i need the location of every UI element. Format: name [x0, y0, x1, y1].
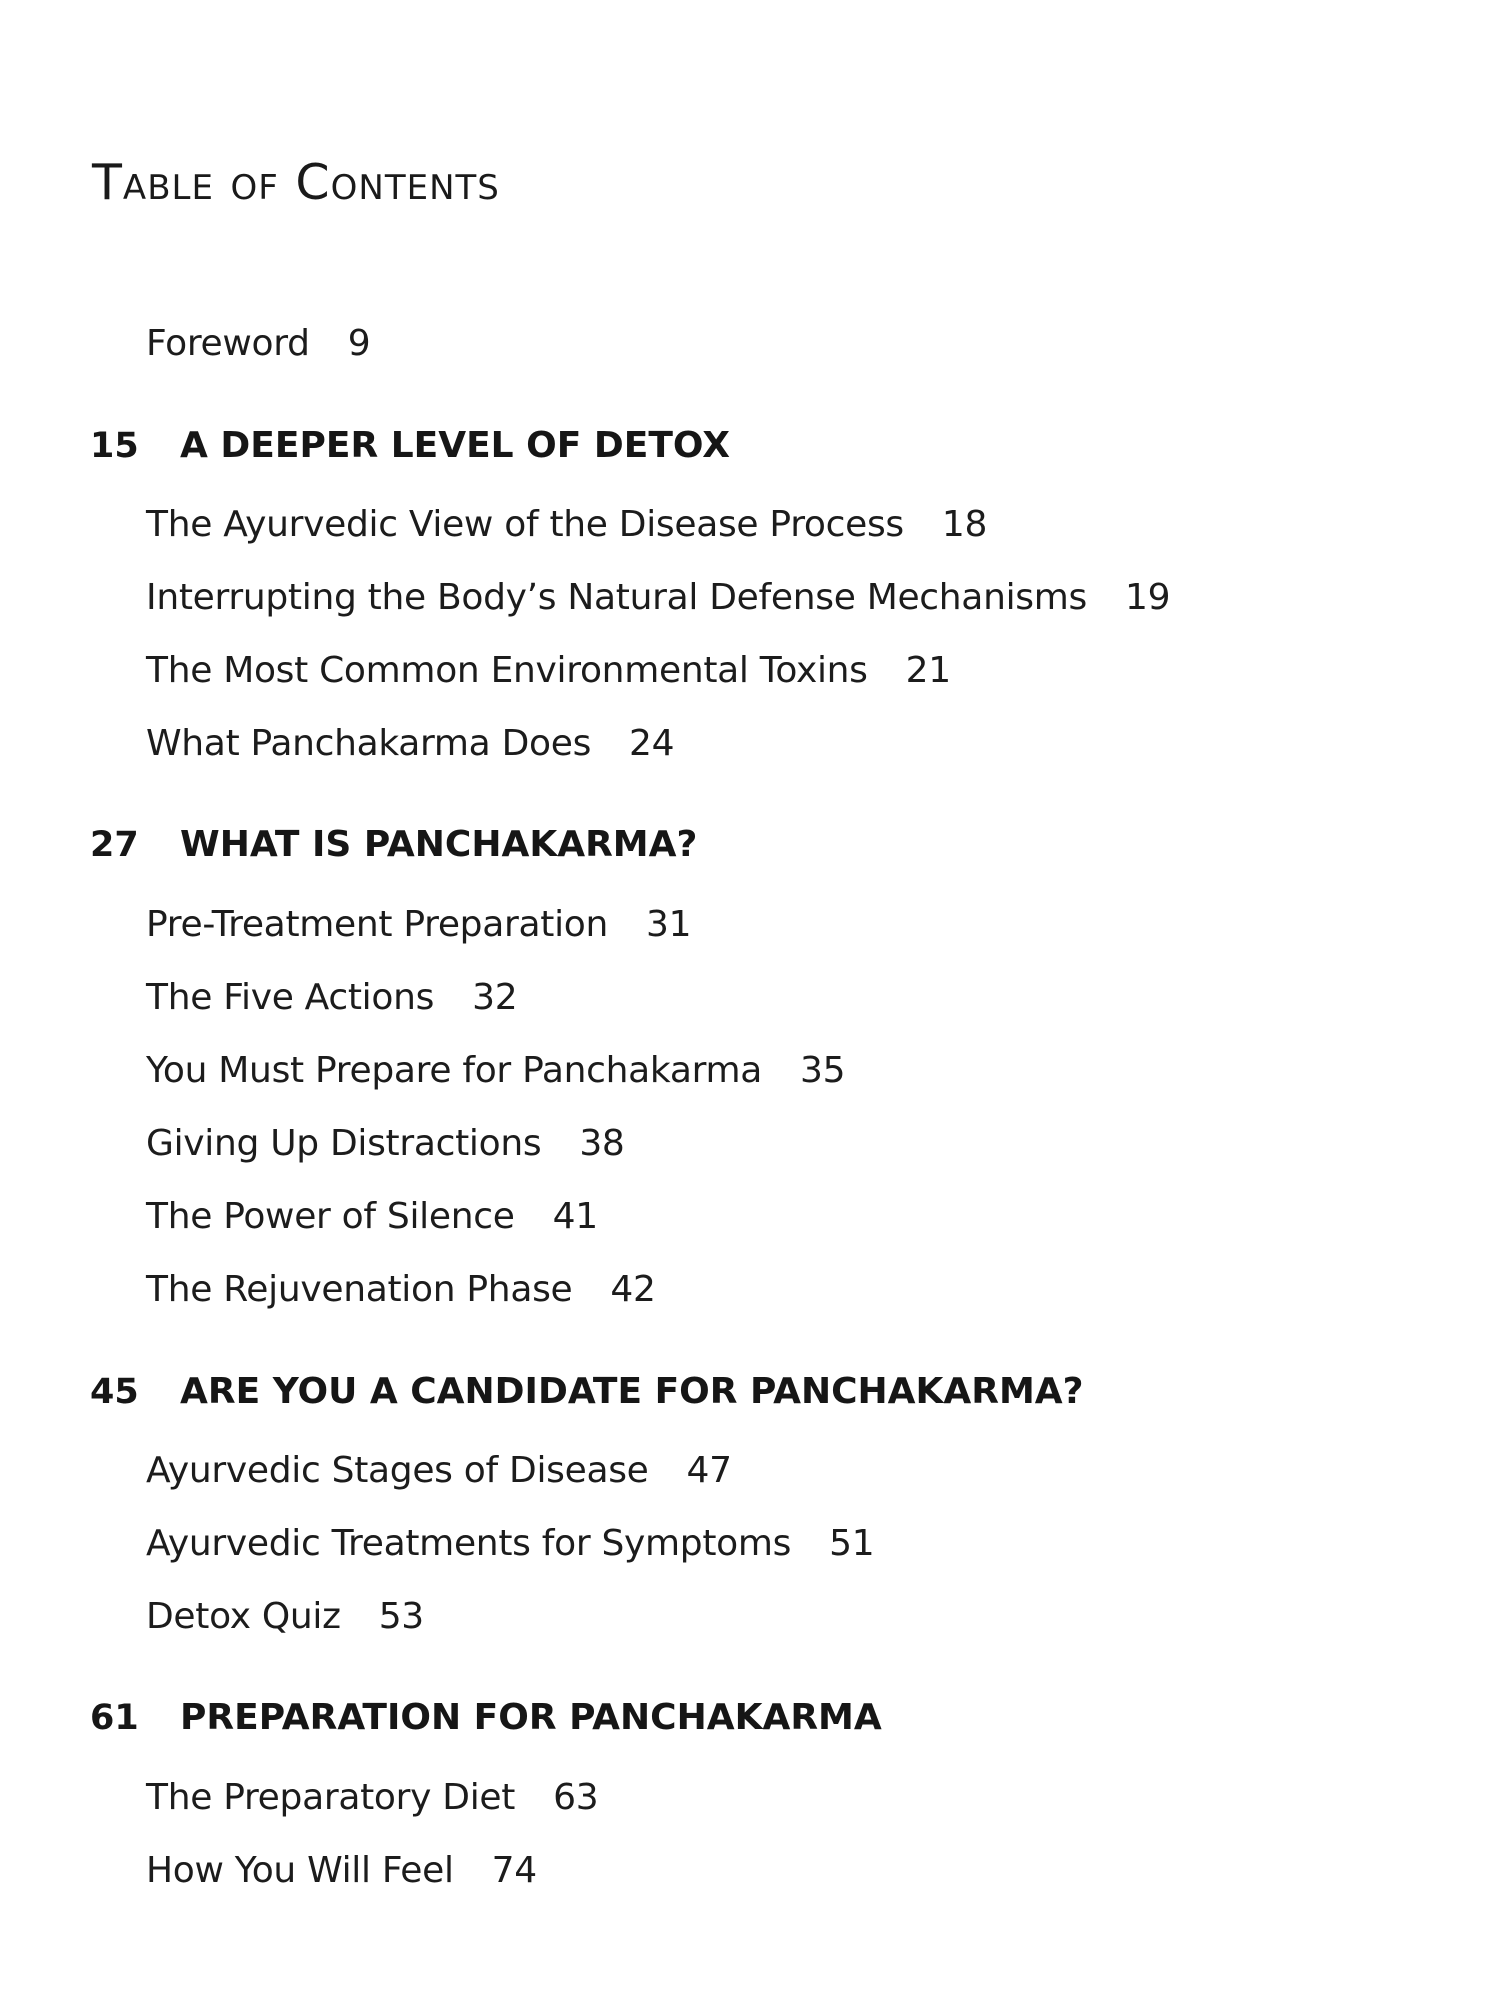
- toc-entry-page: 32: [472, 977, 518, 1018]
- toc-entry-label: The Power of Silence: [146, 1196, 515, 1237]
- toc-entry-label: The Five Actions: [146, 977, 435, 1018]
- toc-entry-label: The Rejuvenation Phase: [146, 1269, 573, 1310]
- toc-entry-label: You Must Prepare for Panchakarma: [146, 1050, 762, 1091]
- toc-entry-page: 63: [553, 1777, 599, 1818]
- toc-entry-label: Ayurvedic Stages of Disease: [146, 1450, 649, 1491]
- toc-entry: [146, 1596, 424, 1637]
- chapter-title: ARE YOU A CANDIDATE FOR PANCHAKARMA?: [180, 1371, 1084, 1412]
- toc-entry-label: The Preparatory Diet: [146, 1777, 516, 1818]
- toc-entry-page: 41: [552, 1196, 598, 1237]
- toc-entry-label: Detox Quiz: [146, 1596, 341, 1637]
- toc-entry-page: 42: [610, 1269, 656, 1310]
- toc-entry-page: 47: [686, 1450, 732, 1491]
- chapter-page-number: 61: [90, 1698, 139, 1738]
- toc-entry-label: The Ayurvedic View of the Disease Process: [146, 504, 904, 545]
- toc-entry-label: Giving Up Distractions: [146, 1123, 542, 1164]
- toc-chapter-heading: [90, 824, 698, 865]
- toc-entry-label: Foreword: [146, 323, 310, 364]
- toc-entry: [146, 1777, 599, 1818]
- chapter-title: A DEEPER LEVEL OF DETOX: [180, 425, 730, 466]
- toc-entry-page: 19: [1124, 577, 1171, 618]
- toc-entry-page: 18: [941, 504, 988, 545]
- toc-entry-label: Pre-Treatment Preparation: [146, 904, 609, 945]
- toc-chapter-heading: [90, 1371, 1084, 1412]
- toc-entry-page: 35: [800, 1050, 846, 1091]
- toc-entry-page: 38: [579, 1123, 625, 1164]
- chapter-page-number: 27: [90, 825, 139, 865]
- toc-entry: [146, 1850, 537, 1891]
- toc-entry: [146, 1523, 875, 1564]
- chapter-title: PREPARATION FOR PANCHAKARMA: [180, 1697, 882, 1738]
- toc-entry-label: What Panchakarma Does: [146, 723, 592, 764]
- toc-entry: [146, 904, 692, 945]
- page-title: Table of Contents: [92, 154, 500, 211]
- toc-entry-foreword: [146, 323, 371, 364]
- toc-entry: [146, 1050, 846, 1091]
- toc-entry: [146, 1196, 598, 1237]
- toc-entry-page: 53: [378, 1596, 424, 1637]
- toc-entry: [146, 1269, 656, 1310]
- toc-entry: [146, 504, 988, 545]
- chapter-page-number: 45: [90, 1372, 139, 1412]
- toc-entry-page: 21: [905, 650, 951, 691]
- toc-entry-label: The Most Common Environmental Toxins: [146, 650, 868, 691]
- toc-entry: [146, 1450, 732, 1491]
- toc-entry: [146, 723, 675, 764]
- toc-chapter-heading: [90, 1697, 882, 1738]
- toc-entry: [146, 1123, 625, 1164]
- toc-entry-label: Interrupting the Body’s Natural Defense Mechanisms: [146, 577, 1087, 618]
- toc-entry: [146, 577, 1171, 618]
- toc-entry-label: Ayurvedic Treatments for Symptoms: [146, 1523, 792, 1564]
- toc-entry: [146, 977, 518, 1018]
- toc-entry-page: 51: [829, 1523, 875, 1564]
- toc-entry-page: 24: [629, 723, 675, 764]
- toc-entry: [146, 650, 951, 691]
- toc-chapter-heading: [90, 425, 730, 466]
- chapter-page-number: 15: [90, 426, 139, 466]
- toc-entry-label: How You Will Feel: [146, 1850, 454, 1891]
- toc-entry-page: 74: [491, 1850, 537, 1891]
- toc-entry-page: 31: [646, 904, 692, 945]
- chapter-title: WHAT IS PANCHAKARMA?: [180, 824, 698, 865]
- toc-entry-page: 9: [347, 323, 371, 364]
